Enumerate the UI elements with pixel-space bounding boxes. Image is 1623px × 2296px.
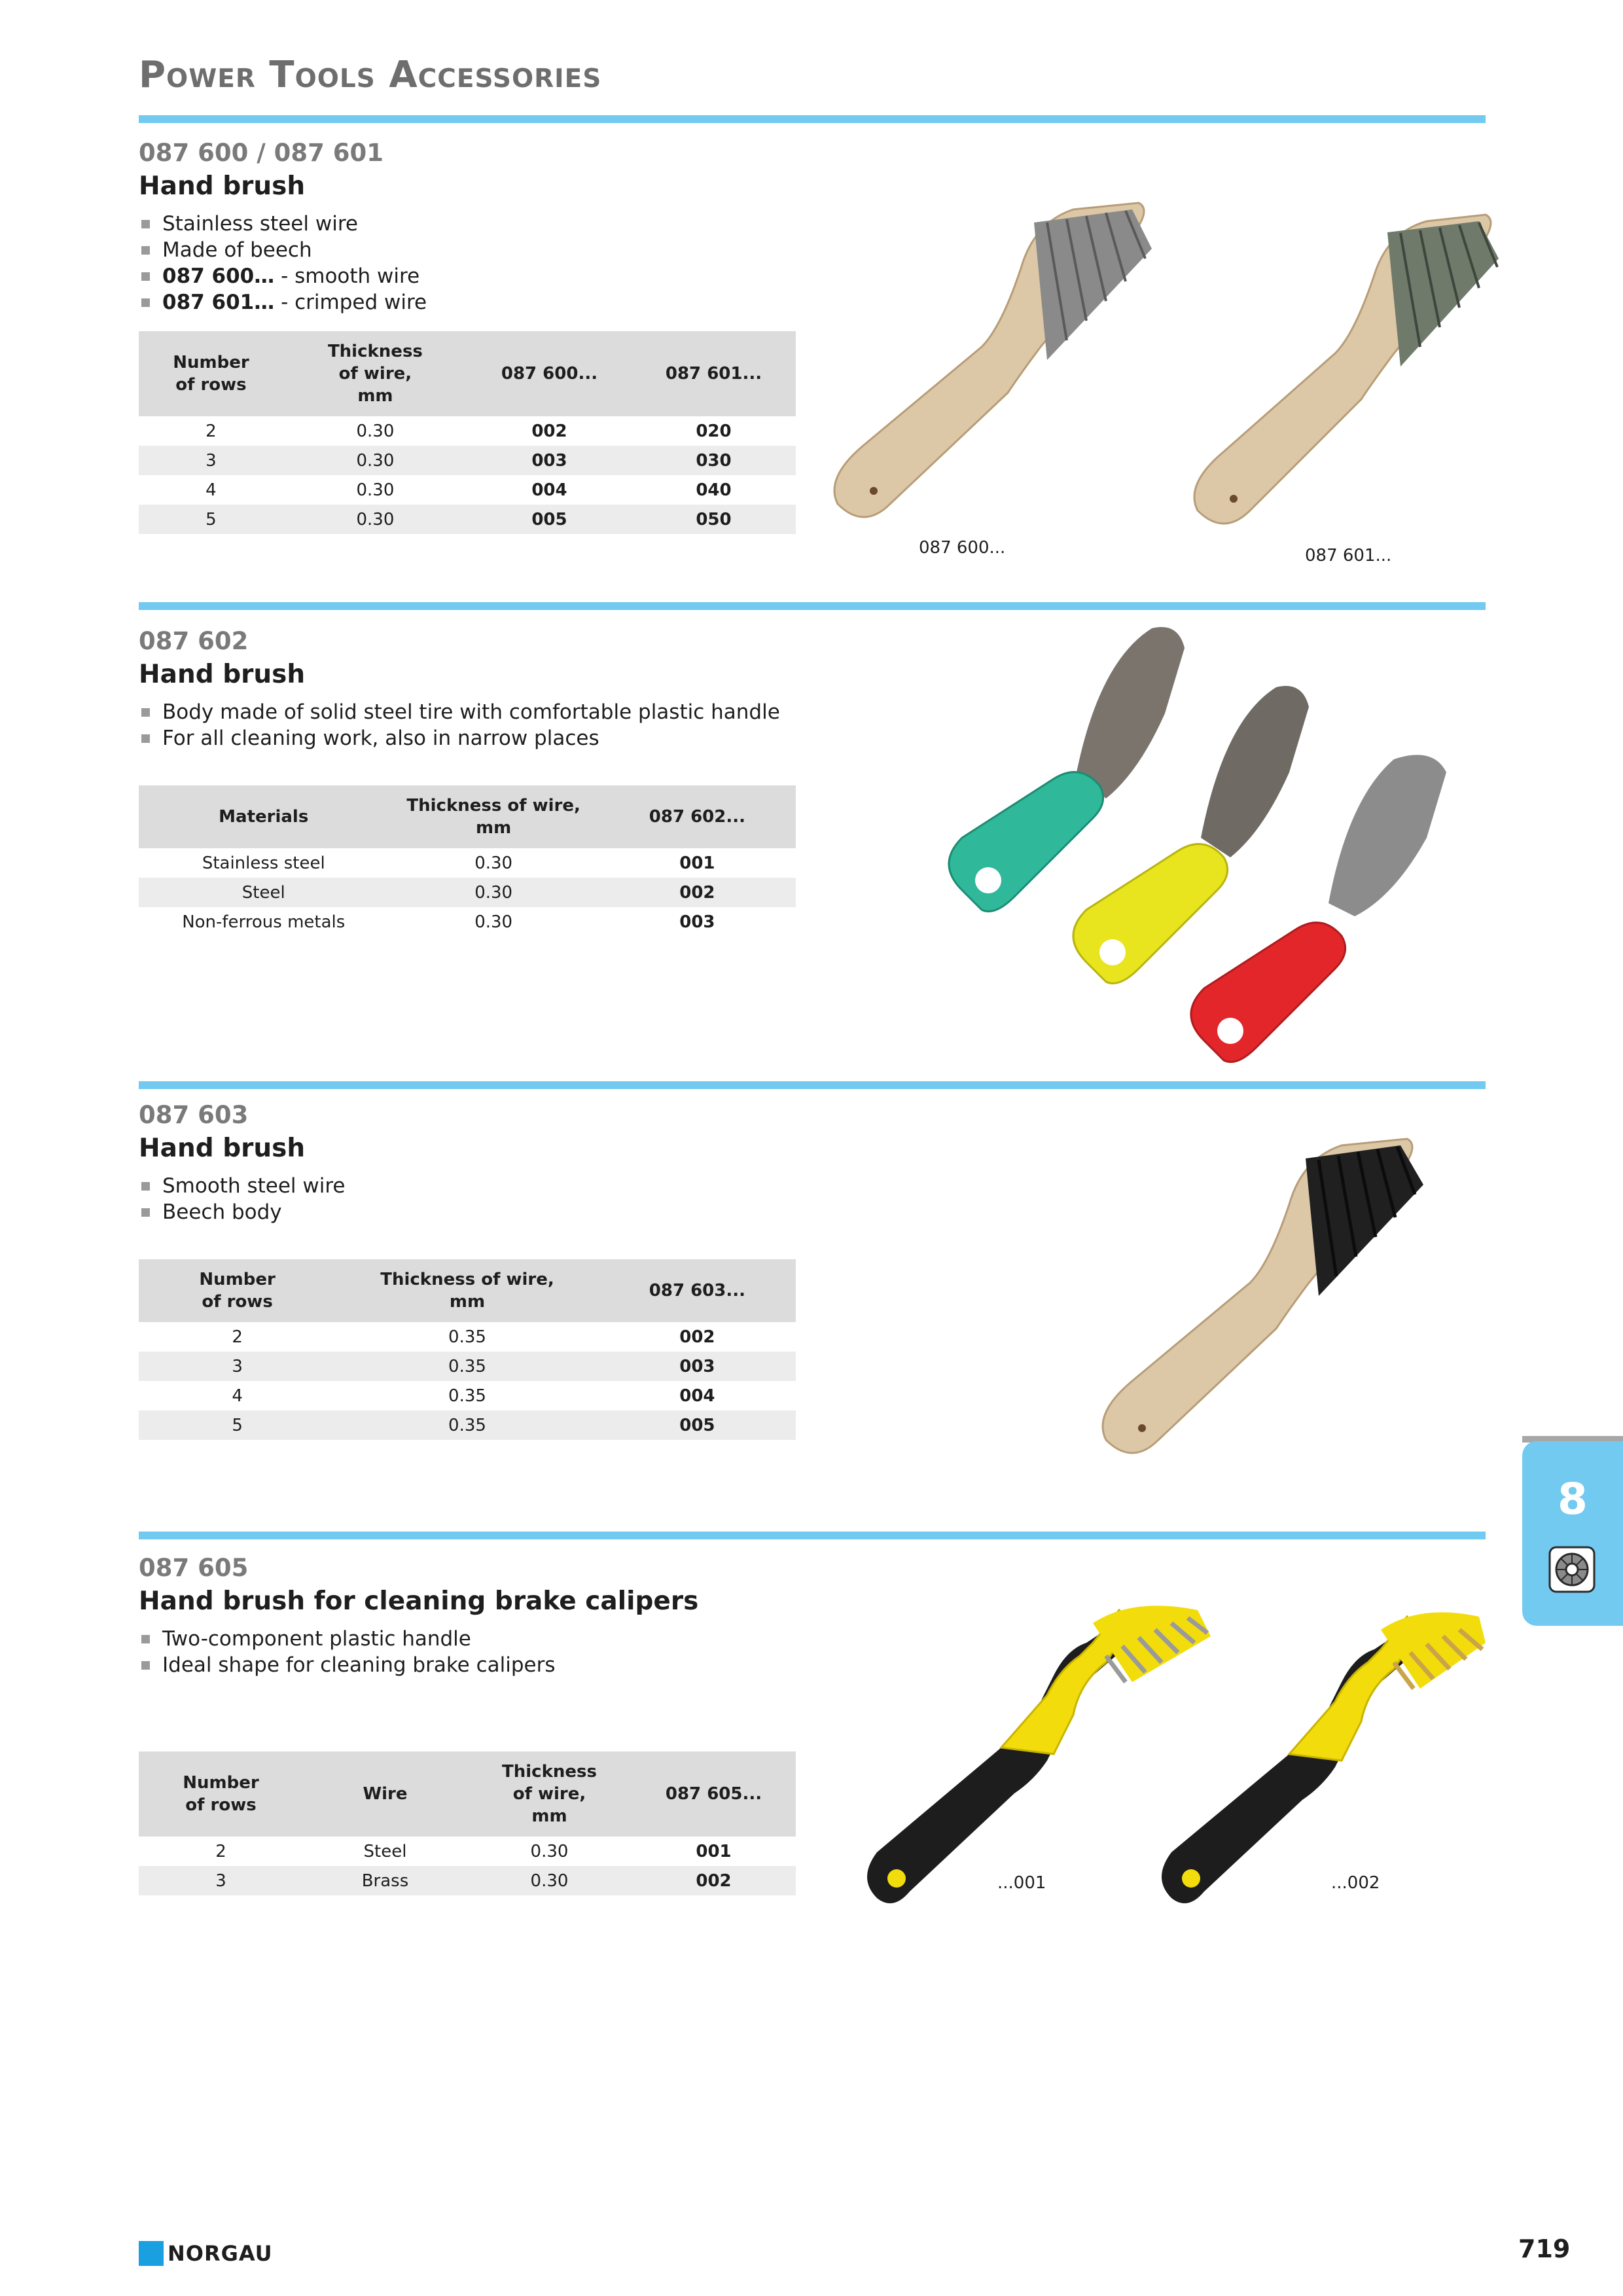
table-row: 2 Steel 0.30 001 xyxy=(215,1841,732,1861)
brush-image-087601 xyxy=(1185,209,1525,550)
page-number: 719 xyxy=(1518,2234,1571,2263)
product-name: Hand brush xyxy=(139,171,306,201)
brush-image-087600 xyxy=(825,196,1191,550)
product-code: 087 605 xyxy=(139,1554,249,1582)
header-rule xyxy=(139,115,1486,123)
product-name: Hand brush for cleaning brake calipers xyxy=(139,1587,699,1616)
column-header: Materials xyxy=(139,785,389,848)
table-row: 4 0.30 004 040 xyxy=(205,480,732,500)
chapter-number: 8 xyxy=(1558,1474,1588,1524)
product-name: Hand brush xyxy=(139,1134,306,1163)
column-header: 087 602... xyxy=(599,785,796,848)
column-header: Number of rows xyxy=(139,1259,336,1322)
feature-item: Beech body xyxy=(139,1199,345,1225)
product-code: 087 603 xyxy=(139,1101,249,1129)
table-row: Non-ferrous metals 0.30 003 xyxy=(182,912,715,932)
spec-table xyxy=(139,331,796,534)
column-header: 087 601... xyxy=(632,331,796,416)
image-caption: 087 601... xyxy=(1305,546,1392,565)
column-header: 087 600... xyxy=(467,331,632,416)
feature-list xyxy=(139,699,780,751)
brush-image-087605-002 xyxy=(1152,1597,1492,1924)
feature-item: Two-component plastic handle xyxy=(139,1626,556,1652)
brand-logo-mark xyxy=(139,2241,164,2266)
column-header: Wire xyxy=(303,1751,467,1837)
section-rule xyxy=(139,1532,1486,1539)
column-header: Thickness of wire, mm xyxy=(336,1259,599,1322)
feature-item: Made of beech xyxy=(139,237,427,263)
feature-item: Smooth steel wire xyxy=(139,1173,345,1199)
wire-wheel-icon xyxy=(1548,1546,1596,1593)
table-row: 3 0.35 003 xyxy=(139,1352,796,1381)
table-row: 2 0.35 002 xyxy=(232,1327,715,1347)
spec-table xyxy=(139,1259,796,1440)
feature-list xyxy=(139,1626,556,1678)
feature-item: Stainless steel wire xyxy=(139,211,427,237)
table-row: 3 Brass 0.30 002 xyxy=(139,1866,796,1895)
brand-logo-text: NORGAU xyxy=(168,2241,273,2266)
section-rule xyxy=(139,1081,1486,1089)
feature-item: 087 601… - crimped wire xyxy=(139,289,427,315)
product-code: 087 602 xyxy=(139,627,249,655)
column-header: Thickness of wire, mm xyxy=(467,1751,632,1837)
image-caption: ...001 xyxy=(997,1873,1046,1893)
image-caption: ...002 xyxy=(1331,1873,1380,1893)
spec-table xyxy=(139,1751,796,1895)
feature-list xyxy=(139,211,427,315)
brush-image-087603 xyxy=(1093,1126,1446,1473)
column-header: 087 605... xyxy=(632,1751,796,1837)
section-rule xyxy=(139,602,1486,610)
product-code: 087 600 / 087 601 xyxy=(139,139,383,167)
feature-item: 087 600… - smooth wire xyxy=(139,263,427,289)
column-header: Thickness of wire, mm xyxy=(283,331,467,416)
product-name: Hand brush xyxy=(139,660,306,689)
page-title: Power Tools Accessories xyxy=(139,54,602,96)
image-caption: 087 600... xyxy=(919,538,1006,558)
feature-item: Body made of solid steel tire with comfortable plastic handle xyxy=(139,699,780,725)
brush-image-087602 xyxy=(936,622,1492,1067)
column-header: Number of rows xyxy=(139,1751,303,1837)
table-row: 2 0.30 002 020 xyxy=(205,421,732,441)
feature-item: Ideal shape for cleaning brake calipers xyxy=(139,1652,556,1678)
spec-table xyxy=(139,785,796,937)
column-header: Thickness of wire, mm xyxy=(389,785,599,848)
feature-item: For all cleaning work, also in narrow places xyxy=(139,725,780,751)
column-header: Number of rows xyxy=(139,331,283,416)
table-row: 3 0.30 003 030 xyxy=(139,446,796,475)
feature-list xyxy=(139,1173,345,1225)
chapter-tab[interactable] xyxy=(1522,1441,1623,1626)
table-row: 5 0.30 005 050 xyxy=(139,505,796,534)
table-row: 4 0.35 004 xyxy=(232,1386,715,1406)
column-header: 087 603... xyxy=(599,1259,796,1322)
table-row: 5 0.35 005 xyxy=(139,1410,796,1440)
table-row: Stainless steel 0.30 001 xyxy=(202,853,715,873)
table-row: Steel 0.30 002 xyxy=(139,878,796,907)
